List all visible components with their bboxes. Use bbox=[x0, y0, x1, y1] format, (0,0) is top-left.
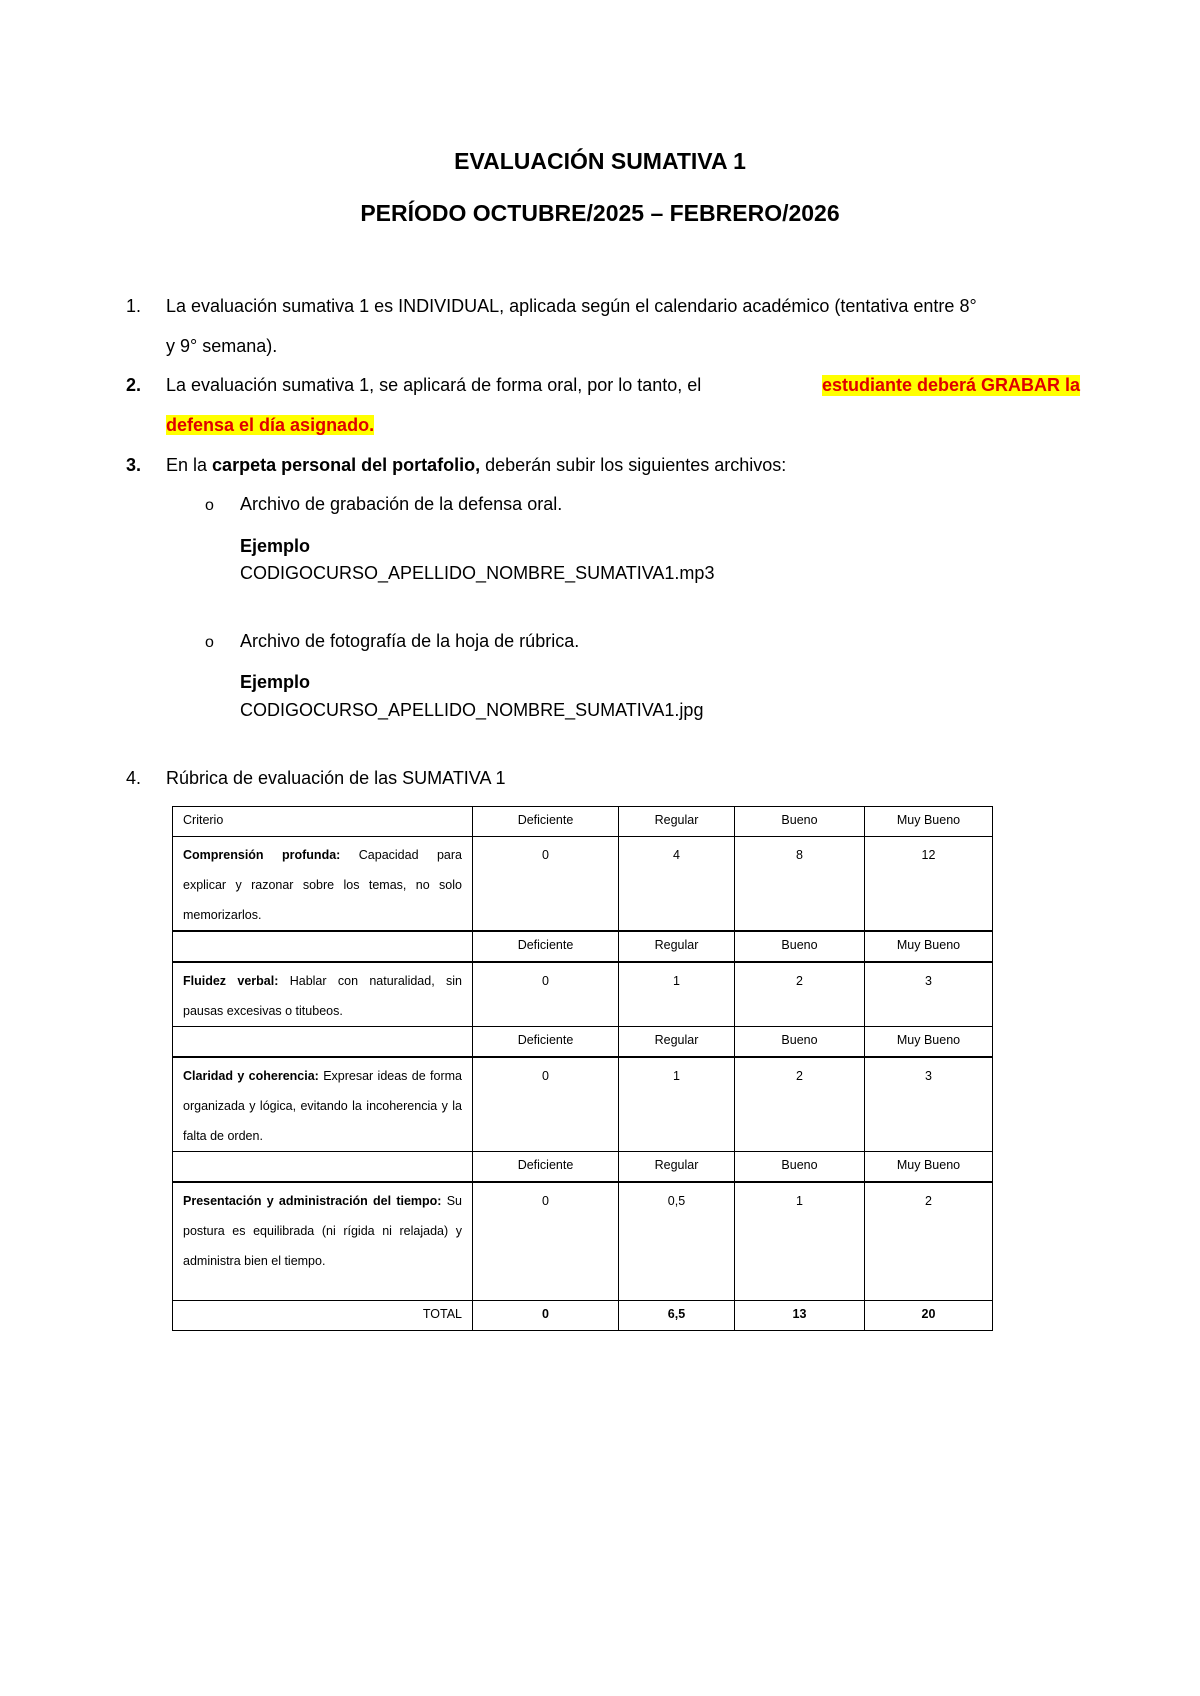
score-cell: 1 bbox=[735, 1182, 865, 1301]
bullet-icon: o bbox=[205, 634, 214, 651]
item-1-line-2: y 9° semana). bbox=[166, 336, 278, 356]
item-3-bold: carpeta personal del portafolio, bbox=[212, 455, 481, 475]
total-label: TOTAL bbox=[173, 1301, 473, 1331]
score-cell: 0,5 bbox=[619, 1182, 735, 1301]
level-cell: Deficiente bbox=[473, 931, 619, 962]
criterion-name: Comprensión profunda: bbox=[183, 848, 341, 862]
rubric-table bbox=[172, 806, 993, 1331]
level-header-row bbox=[173, 1027, 993, 1058]
item-3-line bbox=[166, 455, 786, 476]
bullet-icon: o bbox=[205, 497, 214, 514]
table-header-row bbox=[173, 807, 993, 837]
item-3-prefix: En la bbox=[166, 455, 208, 475]
level-header-row bbox=[173, 1152, 993, 1183]
total-cell: 6,5 bbox=[619, 1301, 735, 1331]
score-cell: 0 bbox=[473, 1057, 619, 1152]
header-cell: Bueno bbox=[735, 807, 865, 837]
file-2-example-label: Ejemplo bbox=[240, 672, 311, 692]
score-cell: 3 bbox=[865, 1057, 993, 1152]
total-cell: 0 bbox=[473, 1301, 619, 1331]
table-row bbox=[173, 1057, 993, 1152]
score-cell: 1 bbox=[619, 962, 735, 1027]
level-cell: Muy Bueno bbox=[865, 931, 993, 962]
score-cell: 2 bbox=[735, 962, 865, 1027]
criterion-desc: Capacidad para explicar y razonar sobre los temas, no solo memorizarlos. bbox=[183, 848, 462, 922]
header-cell: Deficiente bbox=[473, 807, 619, 837]
file-2-example: CODIGOCURSO_APELLIDO_NOMBRE_SUMATIVA1.jpg bbox=[240, 700, 704, 720]
criterion-cell bbox=[173, 1182, 473, 1301]
header-cell: Muy Bueno bbox=[865, 807, 993, 837]
criterion-desc: Hablar con naturalidad, sin pausas excesivas o titubeos. bbox=[183, 974, 462, 1018]
score-cell: 2 bbox=[865, 1182, 993, 1301]
document-title: EVALUACIÓN SUMATIVA 1 bbox=[454, 148, 746, 174]
item-2-line-1 bbox=[166, 375, 1080, 396]
criterion-desc: Expresar ideas de forma organizada y lógica, evitando la incoherencia y la falta de orden. bbox=[183, 1069, 462, 1143]
item-2-line-2 bbox=[166, 415, 374, 436]
level-cell: Regular bbox=[619, 1027, 735, 1058]
level-cell: Muy Bueno bbox=[865, 1027, 993, 1058]
table-row bbox=[173, 962, 993, 1027]
criterion-name: Fluidez verbal: bbox=[183, 974, 279, 988]
table-row bbox=[173, 837, 993, 932]
score-cell: 1 bbox=[619, 1057, 735, 1152]
level-cell: Deficiente bbox=[473, 1152, 619, 1183]
document-subtitle: PERÍODO OCTUBRE/2025 – FEBRERO/2026 bbox=[360, 200, 840, 226]
score-cell: 12 bbox=[865, 837, 993, 932]
score-cell: 0 bbox=[473, 962, 619, 1027]
item-2-highlight-2: defensa el día asignado. bbox=[166, 415, 375, 435]
score-cell: 3 bbox=[865, 962, 993, 1027]
level-cell: Muy Bueno bbox=[865, 1152, 993, 1183]
empty-cell bbox=[173, 1152, 473, 1183]
level-cell: Regular bbox=[619, 1152, 735, 1183]
level-cell: Bueno bbox=[735, 1027, 865, 1058]
criterion-cell bbox=[173, 837, 473, 932]
item-4-text: Rúbrica de evaluación de las SUMATIVA 1 bbox=[166, 768, 506, 788]
criterion-desc: Su postura es equilibrada (ni rígida ni relajada) y administra bien el tiempo. bbox=[183, 1194, 462, 1268]
item-1-line-1: La evaluación sumativa 1 es INDIVIDUAL, aplicada según el calendario académico (tentativa entre 8° bbox=[166, 296, 977, 316]
file-1-example-label: Ejemplo bbox=[240, 536, 311, 556]
file-1-example: CODIGOCURSO_APELLIDO_NOMBRE_SUMATIVA1.mp3 bbox=[240, 563, 715, 583]
table-row bbox=[173, 1182, 993, 1301]
level-header-row bbox=[173, 931, 993, 962]
item-number: 3. bbox=[126, 455, 142, 475]
total-row bbox=[173, 1301, 993, 1331]
criterion-name: Claridad y coherencia: bbox=[183, 1069, 319, 1083]
score-cell: 8 bbox=[735, 837, 865, 932]
empty-cell bbox=[173, 931, 473, 962]
criterion-cell bbox=[173, 1057, 473, 1152]
level-cell: Deficiente bbox=[473, 1027, 619, 1058]
level-cell: Bueno bbox=[735, 1152, 865, 1183]
item-2-text: La evaluación sumativa 1, se aplicará de forma oral, por lo tanto, el bbox=[166, 375, 702, 395]
score-cell: 0 bbox=[473, 837, 619, 932]
criterion-name: Presentación y administración del tiempo: bbox=[183, 1194, 442, 1208]
item-number: 2. bbox=[126, 375, 142, 395]
level-cell: Regular bbox=[619, 931, 735, 962]
header-cell: Regular bbox=[619, 807, 735, 837]
item-3-suffix: deberán subir los siguientes archivos: bbox=[485, 455, 787, 475]
level-cell: Bueno bbox=[735, 931, 865, 962]
file-1-text: Archivo de grabación de la defensa oral. bbox=[240, 494, 563, 514]
item-number: 4. bbox=[126, 768, 142, 788]
score-cell: 0 bbox=[473, 1182, 619, 1301]
total-cell: 20 bbox=[865, 1301, 993, 1331]
item-2-highlight-1: estudiante deberá GRABAR la bbox=[821, 375, 1080, 395]
item-number: 1. bbox=[126, 296, 142, 316]
total-cell: 13 bbox=[735, 1301, 865, 1331]
empty-cell bbox=[173, 1027, 473, 1058]
criterion-cell bbox=[173, 962, 473, 1027]
header-cell: Criterio bbox=[173, 807, 473, 837]
score-cell: 2 bbox=[735, 1057, 865, 1152]
file-2-text: Archivo de fotografía de la hoja de rúbrica. bbox=[240, 631, 580, 651]
score-cell: 4 bbox=[619, 837, 735, 932]
